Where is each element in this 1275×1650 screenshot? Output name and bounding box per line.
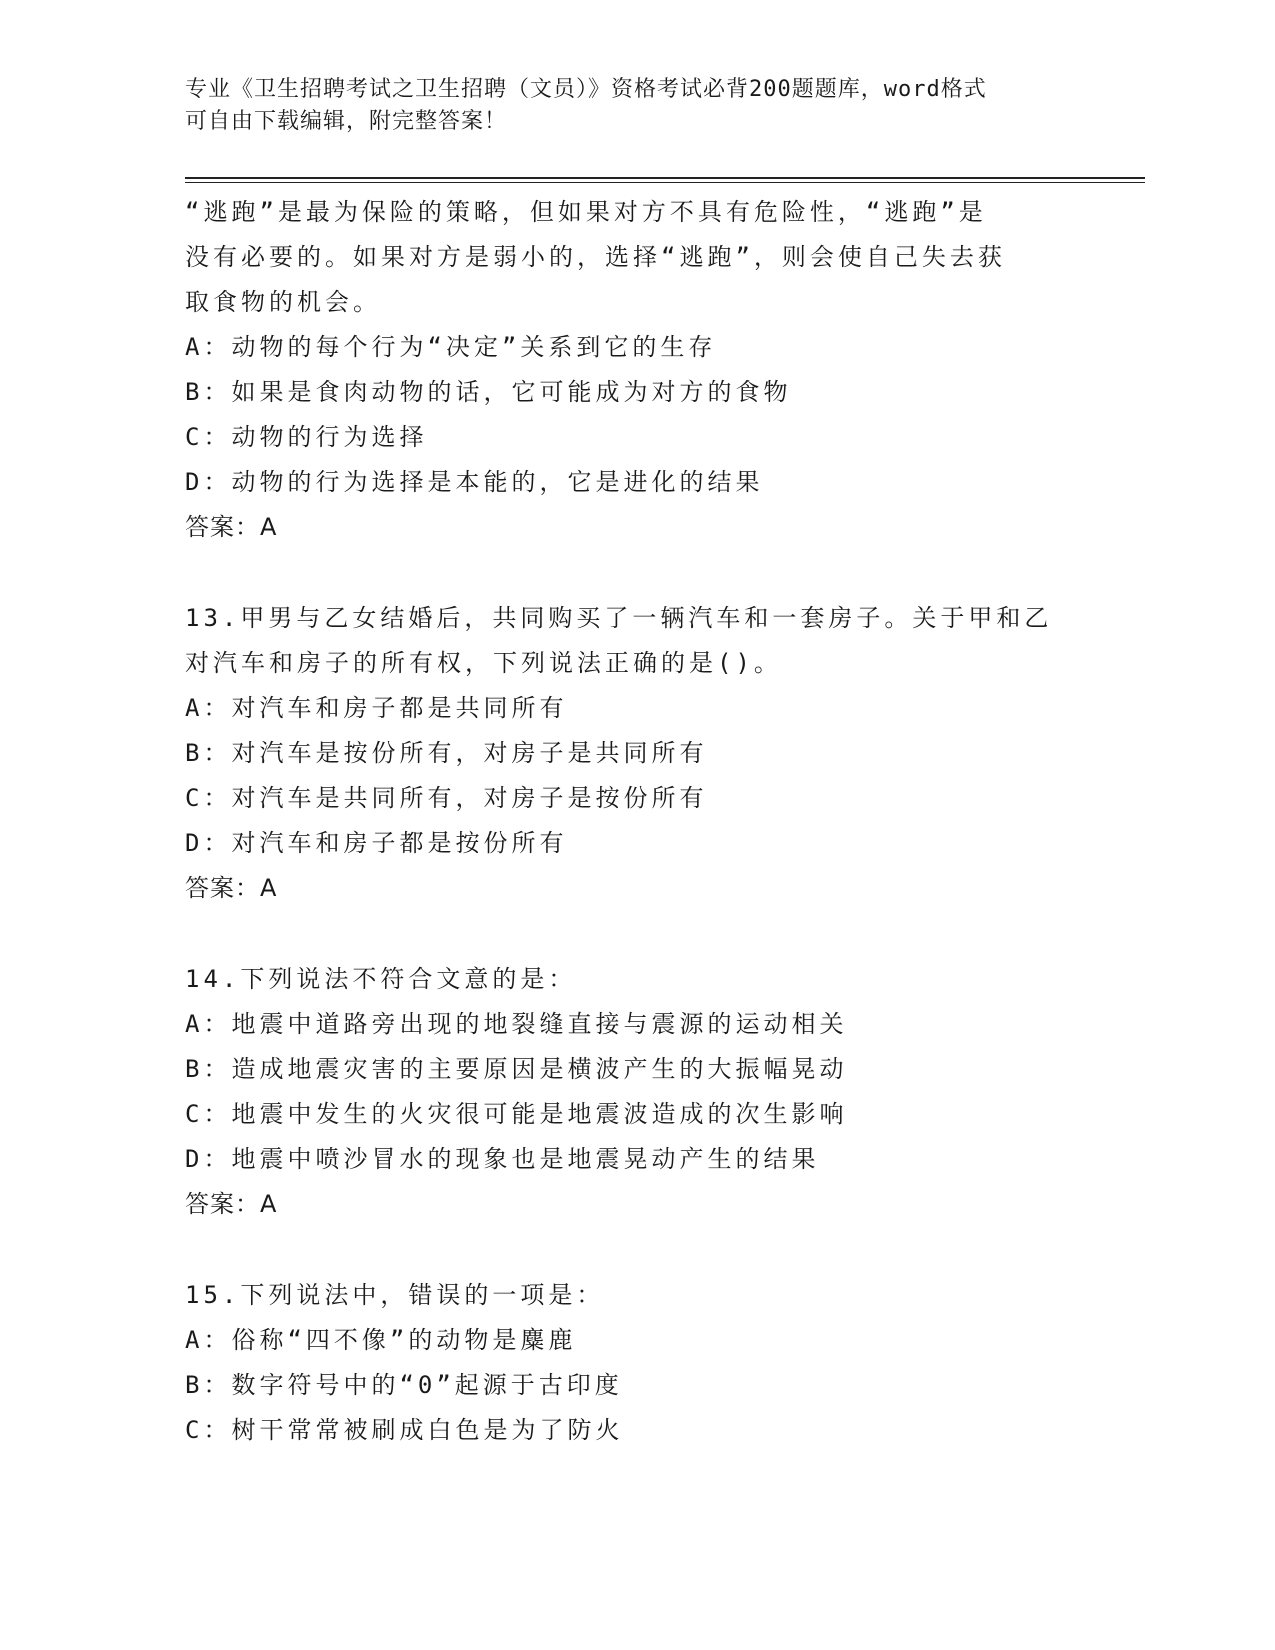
- option-c: C：动物的行为选择: [185, 423, 428, 451]
- question-text-line: “逃跑”是最为保险的策略，但如果对方不具有危险性，“逃跑”是: [185, 198, 987, 226]
- option-a: A：俗称“四不像”的动物是麋鹿: [185, 1326, 577, 1354]
- answer-label: 答案：A: [185, 513, 278, 541]
- option-d: D：对汽车和房子都是按份所有: [185, 829, 568, 857]
- option-a: A：动物的每个行为“决定”关系到它的生存: [185, 333, 717, 361]
- option-c: C：地震中发生的火灾很可能是地震波造成的次生影响: [185, 1100, 848, 1128]
- header-title-line-1: 专业《卫生招聘考试之卫生招聘（文员）》资格考试必背200题题库，word格式: [185, 77, 987, 102]
- header-title-line-2: 可自由下载编辑，附完整答案！: [185, 109, 508, 134]
- option-b: B：造成地震灾害的主要原因是横波产生的大振幅晃动: [185, 1055, 848, 1083]
- question-content: [185, 190, 1105, 1453]
- question-text-line: 取食物的机会。: [185, 288, 381, 316]
- question-text-line: 13.甲男与乙女结婚后，共同购买了一辆汽车和一套房子。关于甲和乙: [185, 604, 1053, 632]
- option-c: C：树干常常被刷成白色是为了防火: [185, 1416, 624, 1444]
- option-a: A：对汽车和房子都是共同所有: [185, 694, 568, 722]
- question-text-line: 没有必要的。如果对方是弱小的，选择“逃跑”，则会使自己失去获: [185, 243, 1006, 271]
- option-b: B：数字符号中的“0”起源于古印度: [185, 1371, 623, 1399]
- answer-label: 答案：A: [185, 1190, 278, 1218]
- option-d: D：地震中喷沙冒水的现象也是地震晃动产生的结果: [185, 1145, 820, 1173]
- question-block-12: [185, 190, 1105, 550]
- answer-label: 答案：A: [185, 874, 278, 902]
- question-text-line: 15.下列说法中，错误的一项是：: [185, 1281, 605, 1309]
- option-d: D：动物的行为选择是本能的，它是进化的结果: [185, 468, 764, 496]
- question-block-15: [185, 1273, 1105, 1453]
- header-divider-thin: [185, 182, 1145, 183]
- option-a: A：地震中道路旁出现的地裂缝直接与震源的运动相关: [185, 1010, 848, 1038]
- question-block-13: [185, 596, 1105, 911]
- question-block-14: [185, 957, 1105, 1227]
- document-header: [185, 74, 1065, 138]
- option-c: C：对汽车是共同所有，对房子是按份所有: [185, 784, 708, 812]
- question-text-line: 14.下列说法不符合文意的是：: [185, 965, 577, 993]
- option-b: B：对汽车是按份所有，对房子是共同所有: [185, 739, 708, 767]
- question-text-line: 对汽车和房子的所有权，下列说法正确的是()。: [185, 649, 782, 677]
- header-divider-thick: [185, 177, 1145, 179]
- option-b: B：如果是食肉动物的话，它可能成为对方的食物: [185, 378, 792, 406]
